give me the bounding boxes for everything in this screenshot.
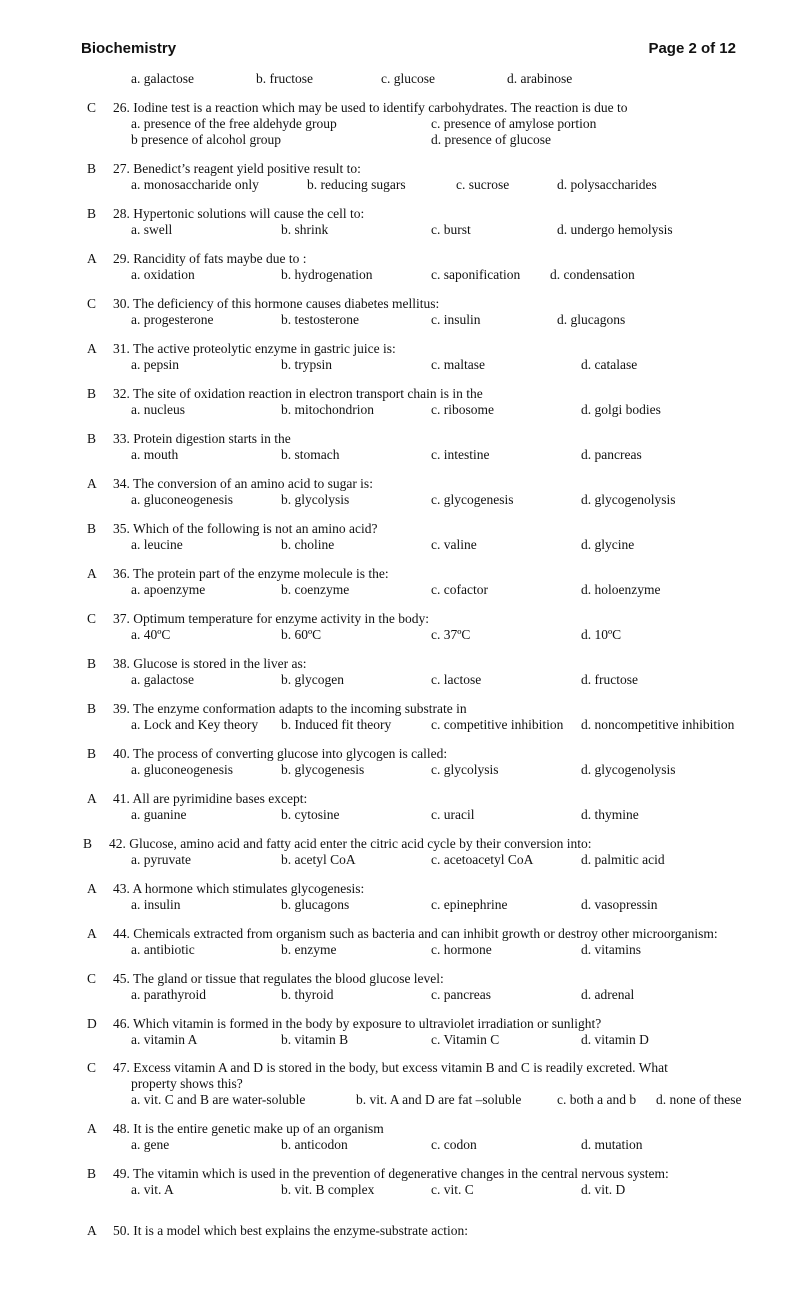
option-d: d. condensation [550,267,635,282]
option-d: d. presence of glucose [431,132,551,147]
option-c: c. codon [431,1137,477,1152]
answer-key: B [87,431,97,446]
document-subject: Biochemistry [81,40,177,57]
answer-key: A [87,1223,97,1238]
option-d: d. glycine [581,537,635,552]
answer-key: A [87,926,97,941]
answer-key: B [87,386,97,401]
option-b: b. vit. B complex [281,1182,375,1197]
option-b: b. Induced fit theory [281,717,392,732]
option-d: d. glycogenolysis [581,762,676,777]
option-b: b. mitochondrion [281,402,374,417]
option-c: c. intestine [431,447,490,462]
option-c: c. lactose [431,672,482,687]
option-a: a. gluconeogenesis [131,762,233,777]
option-c: c. valine [431,537,477,552]
question-text: 33. Protein digestion starts in the [113,431,291,446]
option-c: c. maltase [431,357,485,372]
option-c: c. glycogenesis [431,492,514,507]
question-text: 44. Chemicals extracted from organism such as bacteria and can inhibit growth or destroy other microorganism: [113,926,718,941]
answer-key: A [87,881,97,896]
option-c: c. insulin [431,312,481,327]
option-d: d. catalase [581,357,638,372]
option-d: d. holoenzyme [581,582,661,597]
answer-key: B [87,1166,97,1181]
option-c: c. cofactor [431,582,488,597]
option-b: b. vit. A and D are fat –soluble [356,1092,522,1107]
option-c: c. acetoacetyl CoA [431,852,534,867]
option-b: b. glycolysis [281,492,350,507]
option-d: d. glycogenolysis [581,492,676,507]
option-d: d. vasopressin [581,897,658,912]
question-text: 34. The conversion of an amino acid to sugar is: [113,476,373,491]
option-d: d. vitamin D [581,1032,649,1047]
answer-key: A [87,791,97,806]
option-b: b. acetyl CoA [281,852,356,867]
page-number: Page 2 of 12 [648,40,736,57]
option-b: b. enzyme [281,942,337,957]
option-a: a. antibiotic [131,942,195,957]
option-a: a. leucine [131,537,183,552]
option-b: b. choline [281,537,335,552]
question-text: 27. Benedict’s reagent yield positive result to: [113,161,361,176]
answer-key: C [87,1060,97,1075]
option-c: c. competitive inhibition [431,717,564,732]
option-c: c. sucrose [456,177,510,192]
answer-key: D [87,1016,97,1031]
question-text: 48. It is the entire genetic make up of an organism [113,1121,384,1136]
answer-key: B [87,161,97,176]
option-d: d. vitamins [581,942,641,957]
option-d: d. none of these [656,1092,742,1107]
option-a: a. nucleus [131,402,185,417]
option-a: a. mouth [131,447,179,462]
option-c: c. vit. C [431,1182,474,1197]
question-text-continued: property shows this? [131,1076,243,1091]
option-b: b. anticodon [281,1137,348,1152]
option-b: b. glycogenesis [281,762,365,777]
option-b: b presence of alcohol group [131,132,281,147]
answer-key: B [87,746,97,761]
option-c: c. Vitamin C [431,1032,500,1047]
option-a: a. Lock and Key theory [131,717,259,732]
option-a: a. guanine [131,807,187,822]
answer-key: A [87,566,97,581]
option-c: c. pancreas [431,987,491,1002]
option-c: c. glucose [381,71,435,86]
answer-key: C [87,611,97,626]
answer-key: A [87,251,97,266]
option-d: d. noncompetitive inhibition [581,717,735,732]
question-text: 32. The site of oxidation reaction in electron transport chain is in the [113,386,483,401]
option-b: b. thyroid [281,987,334,1002]
option-a: a. vitamin A [131,1032,198,1047]
answer-key: A [87,341,97,356]
question-text: 28. Hypertonic solutions will cause the cell to: [113,206,365,221]
option-c: c. burst [431,222,471,237]
option-a: a. apoenzyme [131,582,206,597]
option-a: a. vit. A [131,1182,174,1197]
option-b: b. vitamin B [281,1032,349,1047]
option-d: d. thymine [581,807,639,822]
option-d: d. golgi bodies [581,402,661,417]
option-a: a. 40ºC [131,627,171,642]
option-b: b. fructose [256,71,313,86]
option-b: b. 60ºC [281,627,322,642]
option-c: c. ribosome [431,402,494,417]
question-text: 42. Glucose, amino acid and fatty acid enter the citric acid cycle by their conversion into: [109,836,592,851]
option-a: a. insulin [131,897,181,912]
option-c: c. hormone [431,942,492,957]
option-d: d. polysaccharides [557,177,657,192]
option-d: d. pancreas [581,447,642,462]
option-d: d. mutation [581,1137,643,1152]
answer-key: C [87,296,97,311]
option-a: a. pyruvate [131,852,191,867]
answer-key: A [87,476,97,491]
option-c: c. presence of amylose portion [431,116,597,131]
option-d: d. vit. D [581,1182,626,1197]
option-a: a. gluconeogenesis [131,492,233,507]
option-c: c. glycolysis [431,762,499,777]
question-text: 36. The protein part of the enzyme molecule is the: [113,566,389,581]
option-b: b. cytosine [281,807,340,822]
option-a: a. vit. C and B are water-soluble [131,1092,306,1107]
option-d: d. glucagons [557,312,626,327]
option-b: b. stomach [281,447,340,462]
option-b: b. shrink [281,222,329,237]
option-b: b. trypsin [281,357,333,372]
option-b: b. hydrogenation [281,267,373,282]
answer-key: C [87,100,97,115]
question-text: 39. The enzyme conformation adapts to the incoming substrate in [113,701,467,716]
option-a: a. progesterone [131,312,214,327]
question-text: 45. The gland or tissue that regulates the blood glucose level: [113,971,444,986]
question-text: 31. The active proteolytic enzyme in gastric juice is: [113,341,396,356]
option-d: d. 10ºC [581,627,622,642]
option-b: b. glycogen [281,672,344,687]
question-text: 37. Optimum temperature for enzyme activity in the body: [113,611,430,626]
question-text: 26. Iodine test is a reaction which may be used to identify carbohydrates. The reaction is due to [113,100,628,115]
option-d: d. arabinose [507,71,573,86]
option-d: d. adrenal [581,987,635,1002]
option-c: c. 37ºC [431,627,471,642]
answer-key: B [87,701,97,716]
question-text: 46. Which vitamin is formed in the body by exposure to ultraviolet irradiation or sunlight? [113,1016,602,1031]
option-a: a. presence of the free aldehyde group [131,116,337,131]
option-a: a. pepsin [131,357,179,372]
question-text: 29. Rancidity of fats maybe due to : [113,251,307,266]
question-text: 47. Excess vitamin A and D is stored in the body, but excess vitamin B and C is readily excreted. What [113,1060,668,1075]
option-a: a. gene [131,1137,170,1152]
option-a: a. monosaccharide only [131,177,259,192]
answer-key: B [87,521,97,536]
option-d: d. undergo hemolysis [557,222,673,237]
answer-key: C [87,971,97,986]
question-text: 35. Which of the following is not an amino acid? [113,521,378,536]
answer-key: B [87,206,97,221]
option-b: b. coenzyme [281,582,350,597]
option-d: d. fructose [581,672,638,687]
option-b: b. testosterone [281,312,359,327]
option-c: c. epinephrine [431,897,508,912]
option-c: c. uracil [431,807,475,822]
option-a: a. oxidation [131,267,195,282]
question-text: 41. All are pyrimidine bases except: [113,791,308,806]
option-a: a. galactose [131,672,194,687]
question-text: 38. Glucose is stored in the liver as: [113,656,307,671]
option-b: b. glucagons [281,897,350,912]
question-text: 49. The vitamin which is used in the prevention of degenerative changes in the central nervous system: [113,1166,669,1181]
question-text: 40. The process of converting glucose into glycogen is called: [113,746,448,761]
answer-key: B [87,656,97,671]
question-text: 43. A hormone which stimulates glycogenesis: [113,881,365,896]
option-c: c. both a and b [557,1092,637,1107]
question-text: 50. It is a model which best explains the enzyme-substrate action: [113,1223,469,1238]
option-a: a. swell [131,222,173,237]
option-d: d. palmitic acid [581,852,665,867]
question-text: 30. The deficiency of this hormone causes diabetes mellitus: [113,296,440,311]
option-c: c. saponification [431,267,521,282]
option-b: b. reducing sugars [307,177,406,192]
option-a: a. galactose [131,71,194,86]
answer-key: A [87,1121,97,1136]
answer-key: B [83,836,93,851]
option-a: a. parathyroid [131,987,206,1002]
